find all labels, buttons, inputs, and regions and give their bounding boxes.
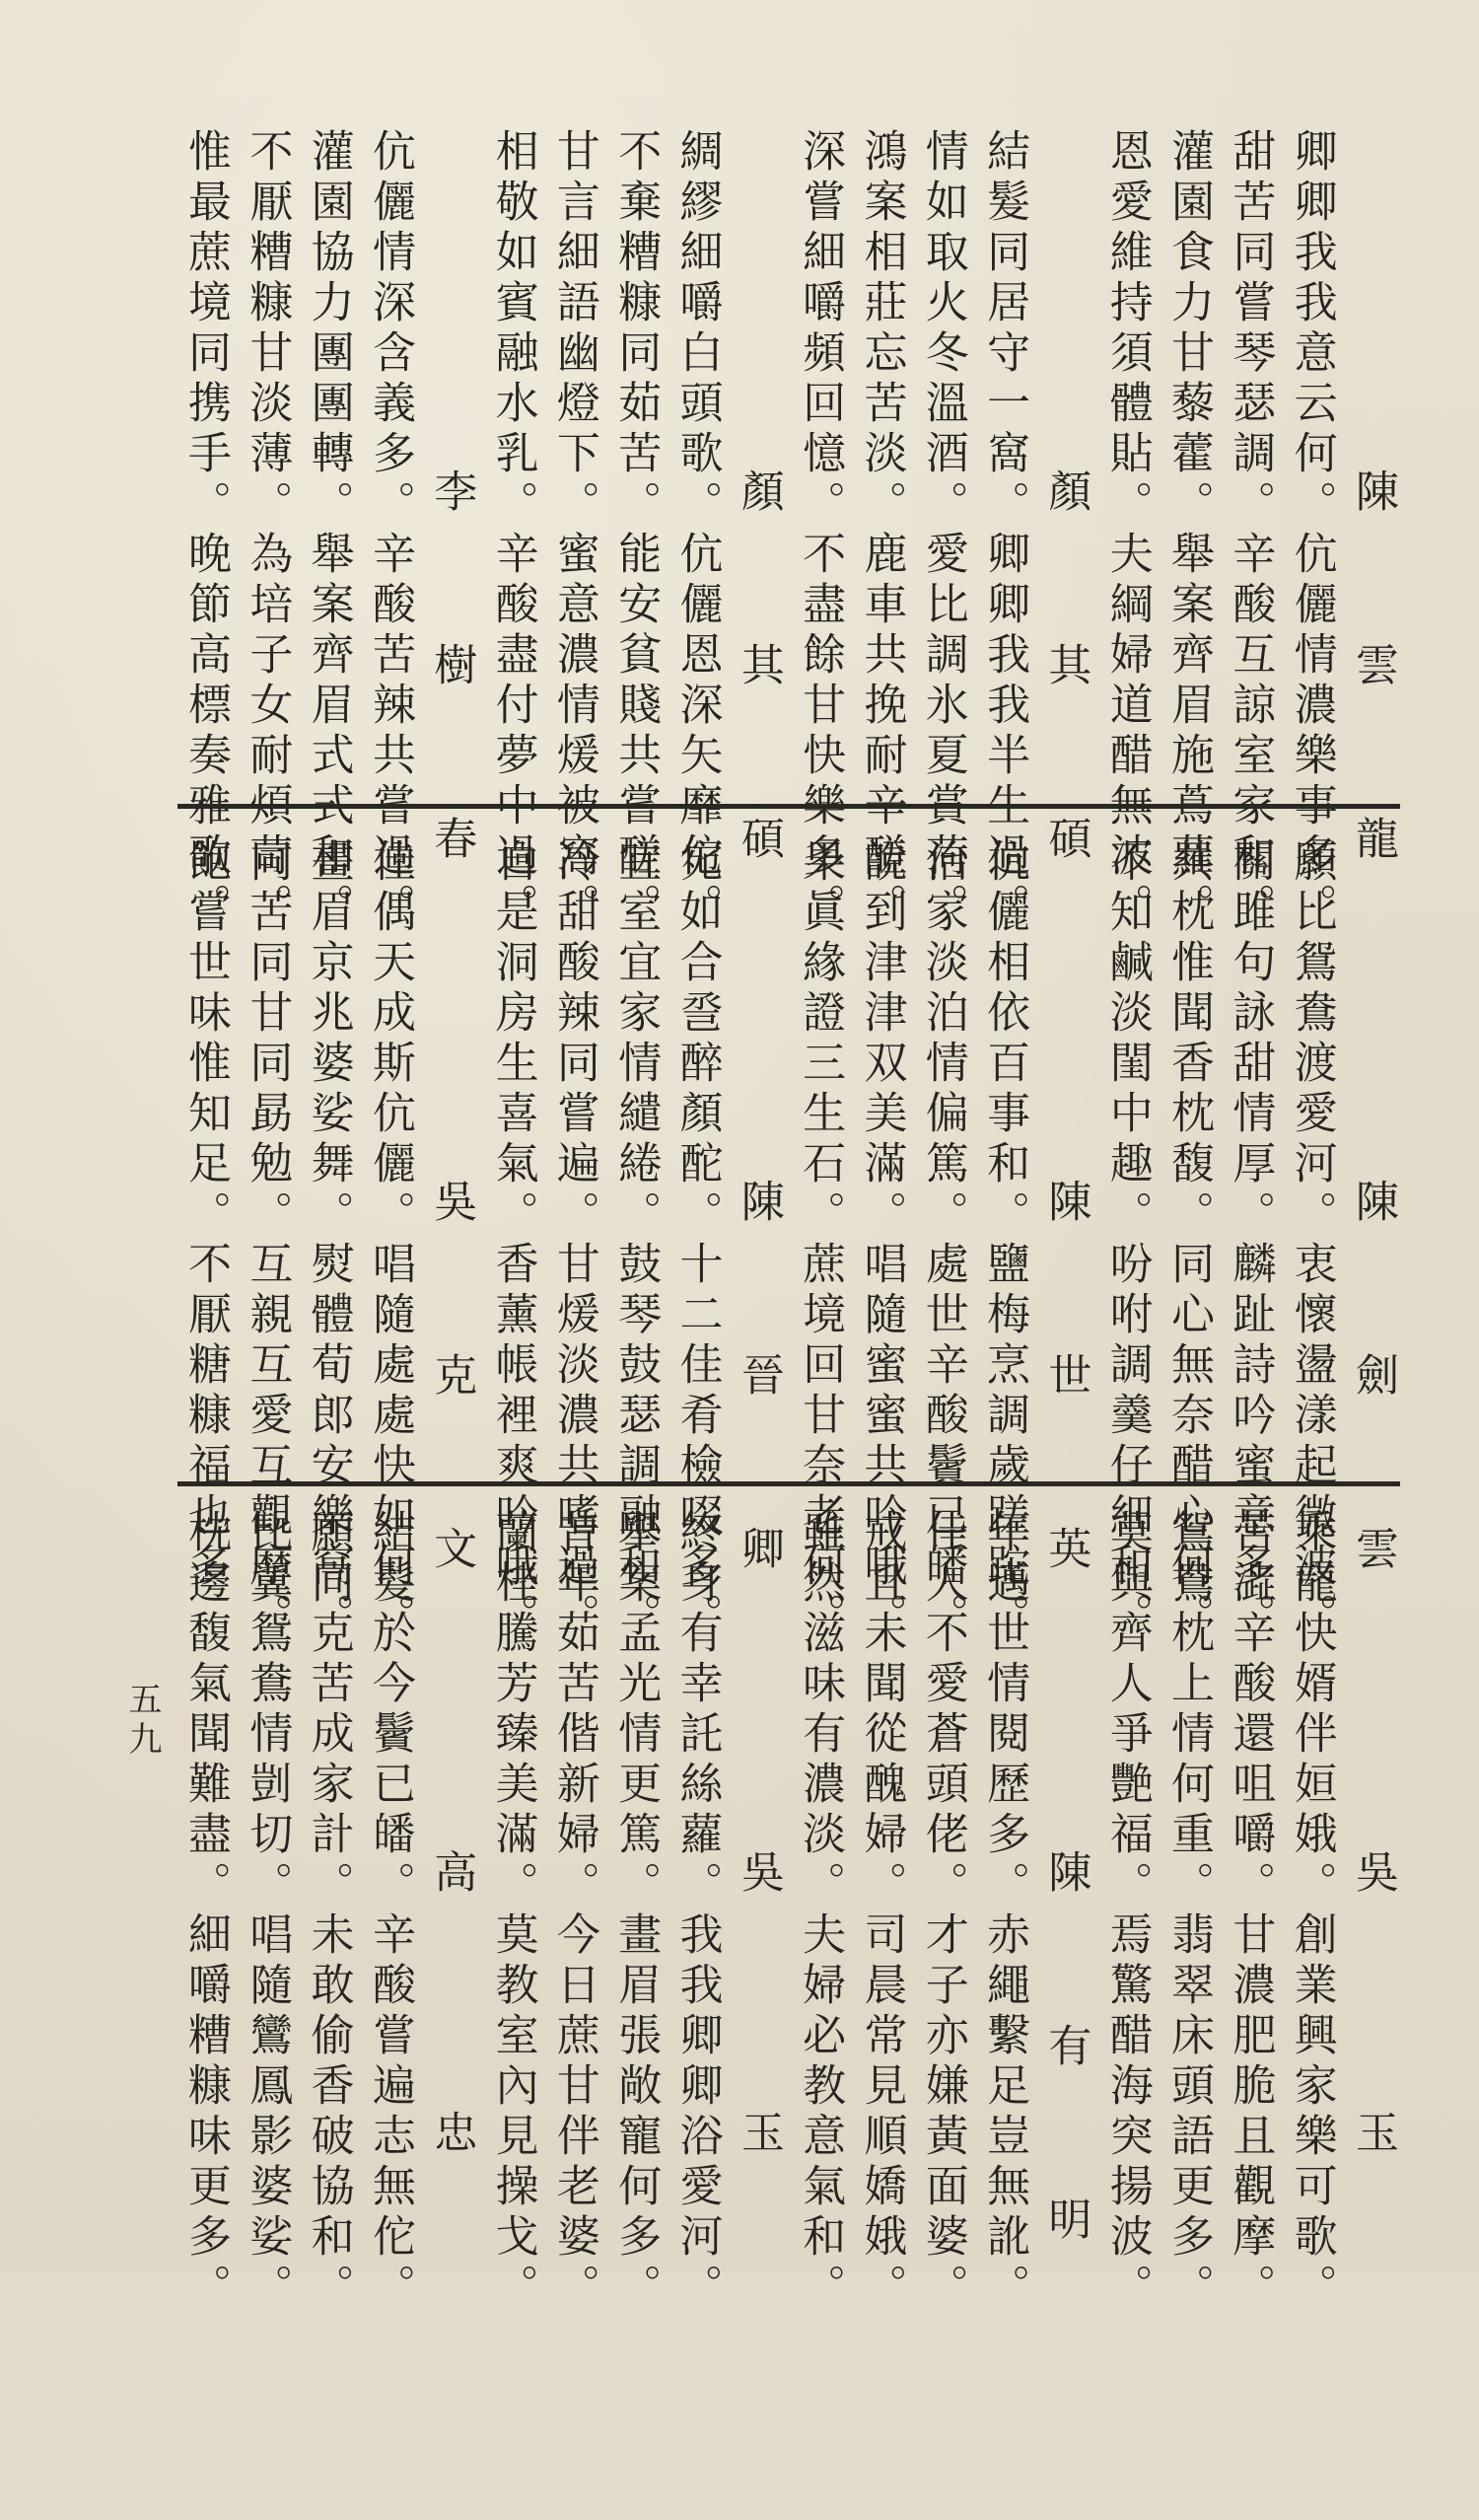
verse-line: 伉儷相依百事和。鹽梅烹調歲蹉跎。 bbox=[979, 838, 1030, 1643]
verse-line: 不知鹹淡閨中趣。吩咐調羹仔細和。 bbox=[1101, 838, 1153, 1643]
verse-line: 佳偶天成斯伉儷。唱隨處處快如何。 bbox=[364, 838, 415, 1643]
author-name: 顏 其 碩 bbox=[733, 468, 784, 902]
verse-line: 宜室宜家情繾綣。鼓琴鼓瑟調融和。 bbox=[610, 838, 662, 1643]
verse-line: 乘龍快婿伴姮娥。創業興家樂可歌。 bbox=[1286, 1509, 1337, 2314]
author-name: 陳 劍 雲 bbox=[1347, 1179, 1398, 1613]
verse-line: 枕邊馥氣聞難盡。細嚼糟糠味更多。 bbox=[180, 1509, 231, 2314]
verse-line: 惟最蔗境同携手。晚節高標奏雅歌。 bbox=[180, 128, 231, 933]
verse-line: 治家淡泊情偏篤。處世辛酸鬢已皤。 bbox=[917, 838, 968, 1643]
verse-line: 卿卿我我意云何。伉儷情濃樂事多。 bbox=[1286, 128, 1337, 933]
verse-line: 不棄糟糠同茹苦。能安貧賤共嘗醝。 bbox=[610, 128, 662, 933]
verse-line: 年邁世情閱歷多。赤繩繫足豈無訛。 bbox=[979, 1509, 1030, 2314]
verse-line: 願比鴛鴦渡愛河。衷懷盪漾起微波。 bbox=[1286, 838, 1337, 1643]
poem-block-top bbox=[177, 128, 1400, 933]
verse-line: 佳人不愛蒼頭佬。才子亦嫌黃面婆。 bbox=[917, 1509, 968, 2314]
author-name: 陳 世 英 bbox=[1040, 1179, 1092, 1613]
verse-line: 畫眉京兆婆娑舞。熨體荀郎安樂窩。 bbox=[303, 838, 354, 1643]
author-name: 陳 雲 龍 bbox=[1347, 468, 1398, 902]
verse-line: 灌園協力團團轉。舉案齊眉式式和。 bbox=[303, 128, 354, 933]
verse-line: 甜苦同嘗琴瑟調。辛酸互諒室家和。 bbox=[1225, 128, 1276, 933]
page-number: 五九 bbox=[122, 1682, 162, 1761]
verse-line: 關雎句詠甜情厚。麟趾詩吟蜜意多。 bbox=[1225, 838, 1276, 1643]
verse-line: 冷甜酸辣同嘗遍。甘煖淡濃共嗜過。 bbox=[548, 838, 599, 1643]
verse-line: 雖然滋味有濃淡。夫婦必教意氣和。 bbox=[795, 1509, 846, 2314]
divider-rule bbox=[177, 1481, 1400, 1486]
poem-block-bottom bbox=[177, 1509, 1400, 2314]
verse-line: 相敬如賓融水乳。辛酸盡付夢中過。 bbox=[487, 128, 538, 933]
verse-line: 伉儷情深含義多。辛酸苦辣共嘗過。 bbox=[364, 128, 415, 933]
verse-line: 恩愛維持須體貼。夫綱婦道醋無波。 bbox=[1101, 128, 1153, 933]
verse-line: 昔年茹苦偕新婦。今日蔗甘伴老婆。 bbox=[548, 1509, 599, 2314]
author-name: 吳 玉 bbox=[733, 1849, 784, 2196]
verse-line: 甘言細語幽燈下。蜜意濃情煖被窩。 bbox=[548, 128, 599, 933]
author-name: 顏 其 碩 bbox=[1040, 468, 1092, 902]
verse-line: 比翼鴛鴦情剴切。唱隨鸞鳳影婆娑。 bbox=[242, 1509, 293, 2314]
author-name: 吳 玉 bbox=[1347, 1849, 1398, 2196]
verse-line: 願同克苦成家計。未敢偷香破協和。 bbox=[303, 1509, 354, 2314]
verse-line: 飽嘗世味惟知足。不厭糖糠福也多 bbox=[180, 838, 231, 1593]
verse-line: 綢繆細嚼白頭歌。伉儷恩深矢靡佗。 bbox=[671, 128, 723, 933]
verse-line: 情如取火冬溫酒。愛比調氷夏賞荷。 bbox=[917, 128, 968, 933]
verse-line: 果眞緣證三生石。蔗境回甘奈老何。 bbox=[795, 838, 846, 1643]
divider-rule bbox=[177, 804, 1400, 809]
author-name: 吳 克 文 bbox=[426, 1179, 477, 1613]
verse-line: 不厭糟糠甘淡薄。為培子女耐煩苛。 bbox=[242, 128, 293, 933]
verse-line: 同苦同甘同勗勉。互親互愛互觀摩。 bbox=[242, 838, 293, 1643]
verse-line: 鴛鴦枕上情何重。翡翠床頭語更多。 bbox=[1163, 1509, 1214, 2314]
verse-line: 終身有幸託絲蘿。我我卿卿浴愛河。 bbox=[671, 1509, 723, 2314]
verse-line: 結髮同居守一窩。卿卿我我半生過。 bbox=[979, 128, 1030, 933]
verse-line: 深嘗細嚼頻回憶。不盡餘甘快樂多。 bbox=[795, 128, 846, 933]
verse-line: 莫與齊人爭艷福。焉驚醋海突揚波。 bbox=[1101, 1509, 1153, 2314]
verse-line: 鴻案相莊忘苦淡。鹿車共挽耐辛醝。 bbox=[856, 128, 907, 933]
poem-block-middle bbox=[177, 838, 1400, 1643]
author-name: 李 樹 春 bbox=[426, 468, 477, 902]
verse-line: 蘭桂騰芳臻美滿。莫教室內見操戈。 bbox=[487, 1509, 538, 2314]
verse-line: 結髮於今鬢已皤。辛酸嘗遍志無佗。 bbox=[364, 1509, 415, 2314]
verse-line: 舉案孟光情更篤。畫眉張敞寵何多。 bbox=[610, 1509, 662, 2314]
verse-line: 說到津津双美滿。唱隨蜜蜜共吟哦。 bbox=[856, 838, 907, 1643]
author-name: 高 忠 bbox=[426, 1849, 477, 2196]
verse-line: 共枕惟聞香枕馥。同心無奈醋心何。 bbox=[1163, 838, 1214, 1643]
verse-line: 苦澁辛酸還咀嚼。甘濃肥脆且觀摩。 bbox=[1225, 1509, 1276, 2314]
verse-line: 灌園食力甘藜藿。舉案齊眉施蔦蘿。 bbox=[1163, 128, 1214, 933]
author-name: 陳 有 明 bbox=[1040, 1849, 1092, 2283]
verse-line: 戒且未聞從醜婦。司晨常見順嬌娥。 bbox=[856, 1509, 907, 2314]
verse-line: 自是洞房生喜氣。香薰帳裡爽吟哦。 bbox=[487, 838, 538, 1643]
author-name: 陳 晉 卿 bbox=[733, 1179, 784, 1613]
verse-line: 宛如合巹醉顏酡。十二佳肴檢啜多。 bbox=[671, 838, 723, 1643]
